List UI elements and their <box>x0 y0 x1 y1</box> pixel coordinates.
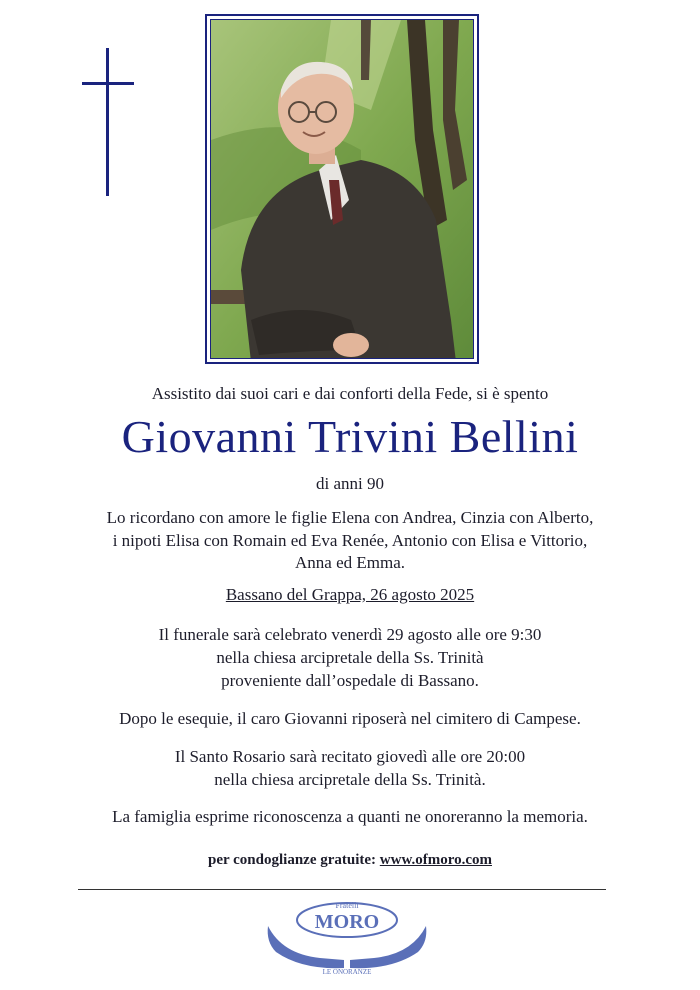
cross-vertical-bar <box>106 48 109 196</box>
rosary-line-1: Il Santo Rosario sarà recitato giovedì alle ore 20:00 <box>174 747 526 766</box>
divider <box>78 889 606 890</box>
condolences-link[interactable]: www.ofmoro.com <box>379 852 492 868</box>
cross-icon <box>82 48 134 196</box>
rosary-line-2: nella chiesa arcipretale della Ss. Trinità. <box>214 770 486 789</box>
portrait-photo <box>210 19 474 359</box>
deceased-name: Giovanni Trivini Bellini <box>121 411 579 462</box>
remembered-by-line-3: Anna ed Emma. <box>295 553 405 572</box>
funeral-line-3: proveniente dall’ospedale di Bassano. <box>221 671 479 690</box>
logo-top-text: Fratelli <box>335 901 359 910</box>
condolences-label: per condoglianze gratuite: <box>208 852 377 868</box>
funeral-line-2: nella chiesa arcipretale della Ss. Trinità <box>216 648 484 667</box>
cross-horizontal-bar <box>82 82 134 85</box>
remembered-by-line-1: Lo ricordano con amore le figlie Elena con Andrea, Cinzia con Alberto, <box>106 508 594 527</box>
place-date: Bassano del Grappa, 26 agosto 2025 <box>225 585 475 604</box>
logo-main-text: MORO <box>314 911 380 933</box>
burial-text: Dopo le esequie, il caro Giovanni riposerà nel cimitero di Campese. <box>119 709 581 728</box>
age-text: di anni 90 <box>316 474 384 493</box>
portrait-frame <box>205 14 479 364</box>
funeral-home-logo <box>262 896 432 976</box>
condolences-line <box>0 852 700 869</box>
intro-text: Assistito dai suoi cari e dai conforti della Fede, si è spento <box>151 384 549 403</box>
funeral-line-1: Il funerale sarà celebrato venerdì 29 agosto alle ore 9:30 <box>158 625 542 644</box>
logo-bottom-text: LE ONORANZE <box>322 968 372 976</box>
remembered-by-line-2: i nipoti Elisa con Romain ed Eva Renée, Antonio con Elisa e Vittorio, <box>112 531 588 550</box>
gratitude-text: La famiglia esprime riconoscenza a quanti ne onoreranno la memoria. <box>112 807 588 826</box>
